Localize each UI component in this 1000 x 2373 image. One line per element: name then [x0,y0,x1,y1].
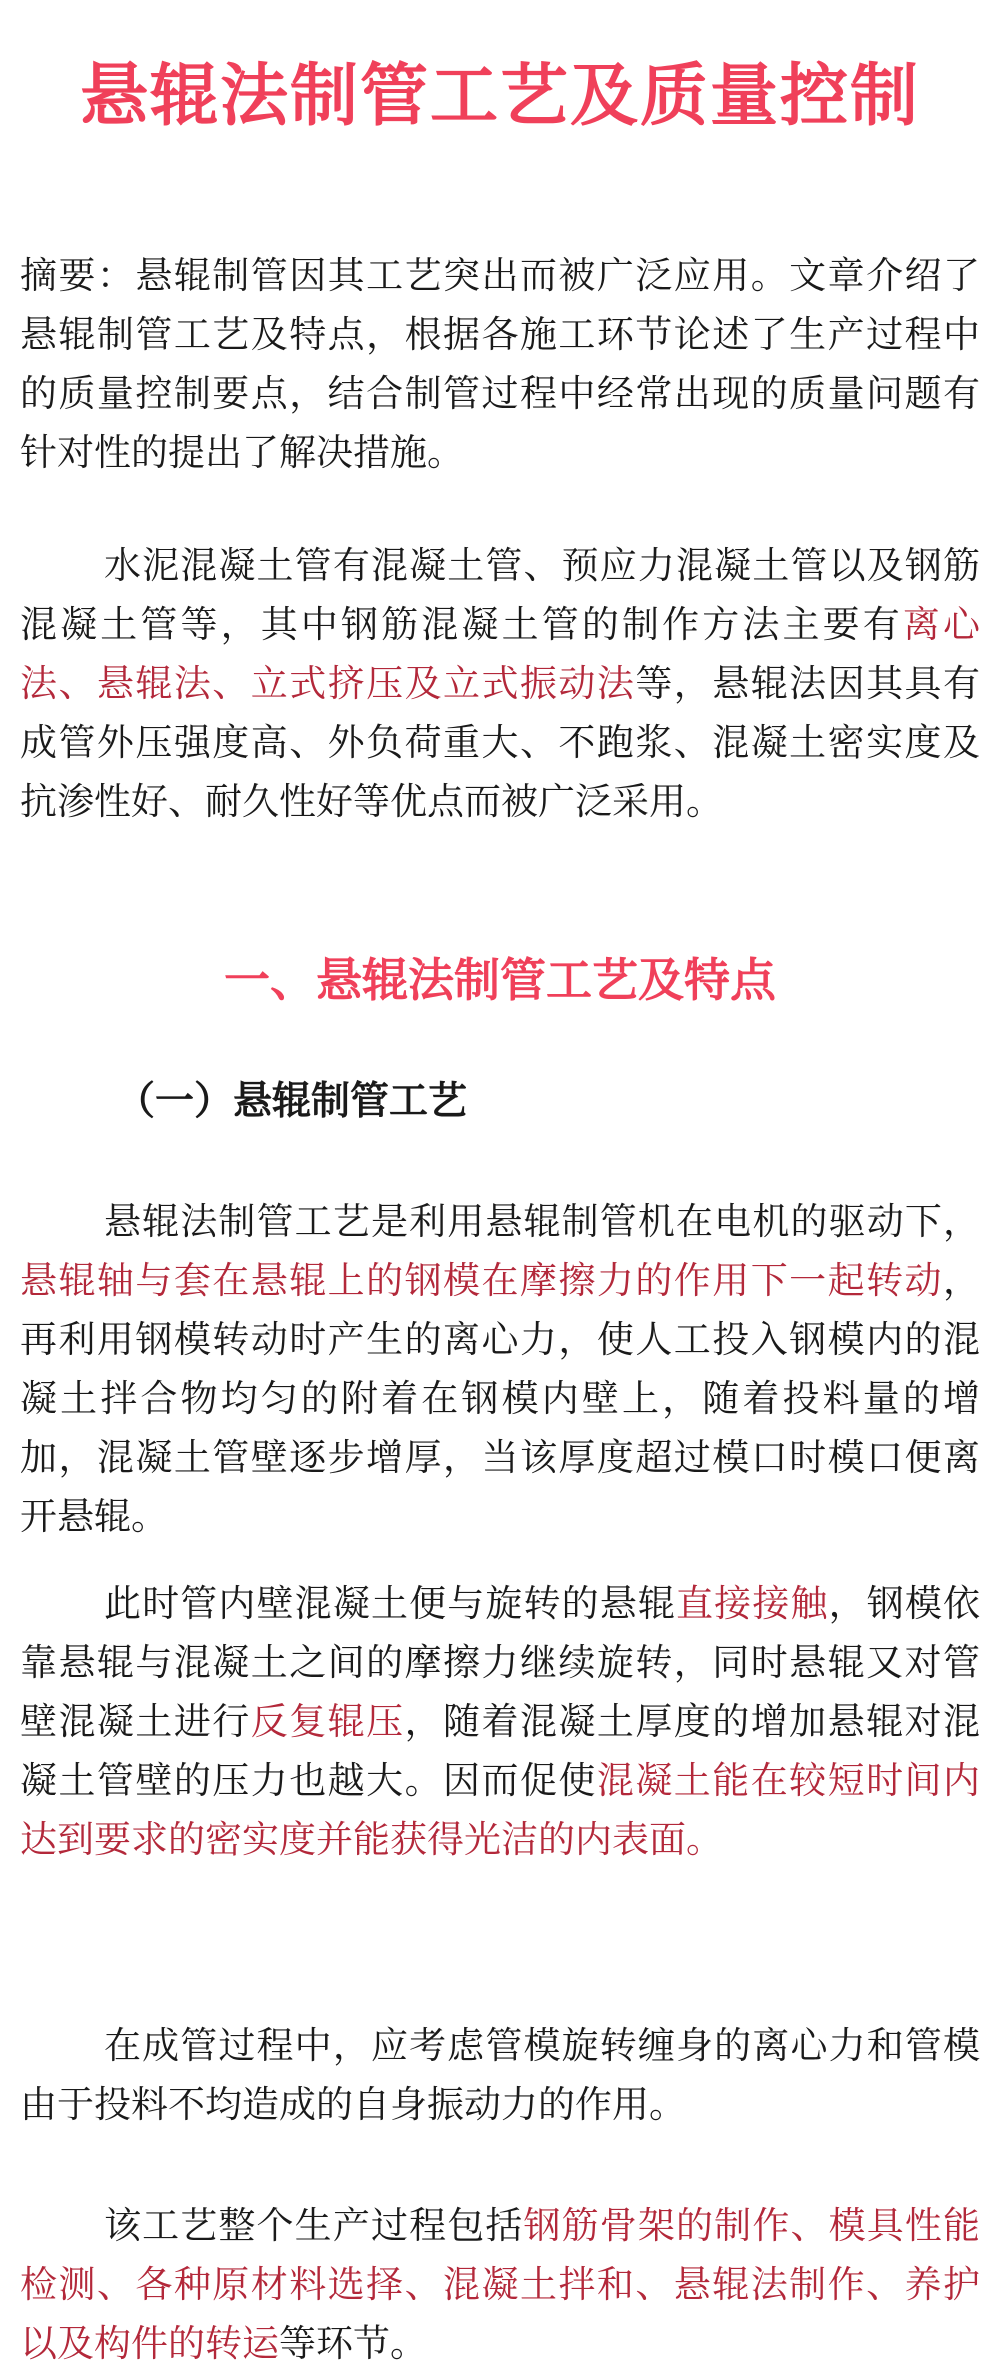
process-text-1: 悬辊法制管工艺是利用悬辊制管机在电机的驱动下， [104,1200,980,1243]
process-paragraph [20,1192,980,1546]
contact-highlight-1: 直接接触 [676,1582,829,1625]
stages-text-2: 等环节。 [279,2322,427,2365]
intro-text-1: 水泥混凝土管有混凝土管、预应力混凝土管以及钢筋混凝土管等，其中钢筋混凝土管的制作方法主要有 [20,544,980,646]
process-highlight-1: 悬辊轴与套在悬辊上的钢模在摩擦力的作用下一起转动 [20,1259,943,1302]
stages-text-1: 该工艺整个生产过程包括 [104,2204,524,2247]
intro-paragraph [20,536,980,831]
contact-highlight-2: 反复辊压 [250,1700,405,1743]
process-text-2: ，再利用钢模转动时产生的离心力，使人工投入钢模内的混凝土拌合物均匀的附着在钢模内壁上，随着投料量的增加，混凝土管壁逐步增厚，当该厚度超过模口时模口便离开悬辊。 [20,1259,980,1538]
sub-heading-1: （一）悬辊制管工艺 [116,1079,468,1124]
contact-text-2: ，钢模依靠悬辊与混凝土之间的摩擦力继续旋转，同时悬辊又对管壁混凝土进行 [20,1582,981,1743]
stages-highlight-1: 钢筋骨架的制作、模具性能检测、各种原材料选择、混凝土拌和、悬辊法制作、养护以及构件的转运 [20,2204,980,2365]
contact-text-1: 此时管内壁混凝土便与旋转的悬辊 [104,1582,677,1625]
intro-highlight-methods: 离心法、悬辊法、立式挤压及立式振动法 [20,603,981,705]
intro-text-2: 等，悬辊法因其具有成管外压强度高、外负荷重大、不跑浆、混凝土密实度及抗渗性好、耐久性好等优点而被广泛采用。 [20,662,981,823]
contact-text-3: ，随着混凝土厚度的增加悬辊对混凝土管壁的压力也越大。因而促使 [20,1700,981,1802]
force-paragraph: 在成管过程中，应考虑管模旋转缠身的离心力和管模由于投料不均造成的自身振动力的作用。 [20,2024,980,2126]
stages-paragraph [20,2196,980,2373]
abstract-paragraph: 摘要：悬辊制管因其工艺突出而被广泛应用。文章介绍了悬辊制管工艺及特点，根据各施工环节论述了生产过程中的质量控制要点，结合制管过程中经常出现的质量问题有针对性的提出了解决措施。 [20,254,980,474]
article-title: 悬辊法制管工艺及质量控制 [79,57,920,136]
section-heading-1: 一、悬辊法制管工艺及特点 [224,953,776,1007]
contact-highlight-3: 混凝土能在较短时间内达到要求的密实度并能获得光洁的内表面。 [20,1759,980,1861]
contact-paragraph [20,1574,980,1869]
